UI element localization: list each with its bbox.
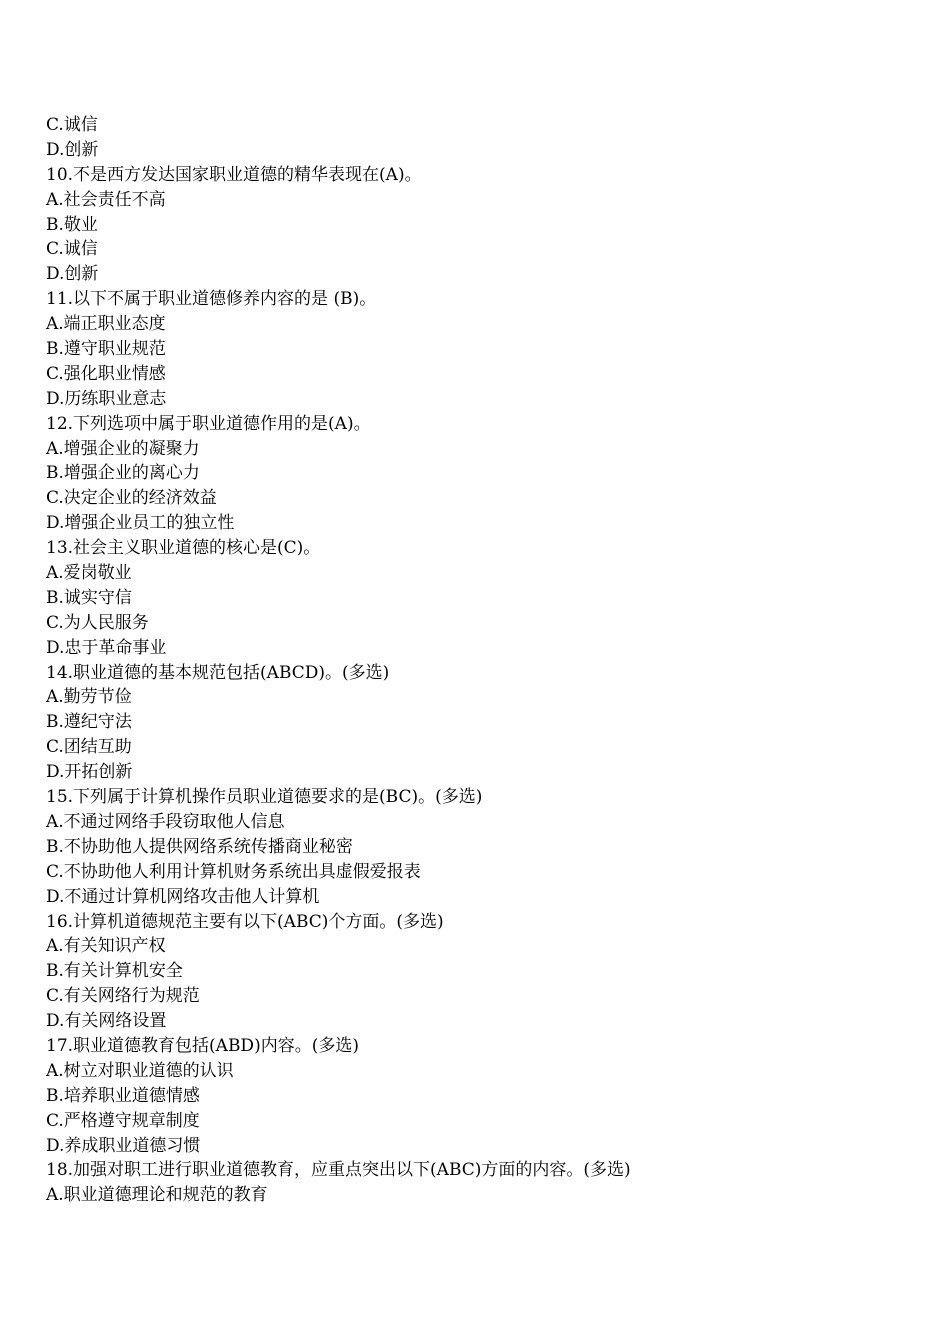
option-line: A.爱岗敬业 (46, 563, 132, 584)
option-line: D.创新 (46, 139, 99, 160)
option-line: C.诚信 (46, 239, 98, 260)
option-line: C.严格遵守规章制度 (46, 1110, 200, 1131)
question-line: 18.加强对职工进行职业道德教育，应重点突出以下(ABC)方面的内容。(多选) (46, 1160, 631, 1181)
option-line: A.职业道德理论和规范的教育 (46, 1185, 268, 1206)
option-line: A.不通过网络手段窃取他人信息 (46, 811, 285, 832)
option-line: B.遵守职业规范 (46, 339, 166, 360)
question-line: 12.下列选项中属于职业道德作用的是(A)。 (46, 413, 371, 434)
option-line: B.遵纪守法 (46, 712, 132, 733)
question-line: 10.不是西方发达国家职业道德的精华表现在(A)。 (46, 164, 422, 185)
question-line: 16.计算机道德规范主要有以下(ABC)个方面。(多选) (46, 911, 444, 932)
option-line: B.培养职业道德情感 (46, 1085, 200, 1106)
option-line: B.增强企业的离心力 (46, 463, 200, 484)
option-line: C.为人民服务 (46, 612, 149, 633)
option-line: A.社会责任不高 (46, 189, 166, 210)
option-line: C.强化职业情感 (46, 363, 166, 384)
option-line: B.诚实守信 (46, 587, 132, 608)
question-line: 11.以下不属于职业道德修养内容的是 (B)。 (46, 289, 377, 310)
option-line: B.敬业 (46, 214, 98, 235)
option-line: C.决定企业的经济效益 (46, 488, 217, 509)
option-line: C.不协助他人利用计算机财务系统出具虚假爱报表 (46, 861, 421, 882)
option-line: D.增强企业员工的独立性 (46, 513, 235, 534)
question-line: 17.职业道德教育包括(ABD)内容。(多选) (46, 1035, 359, 1056)
option-line: D.养成职业道德习惯 (46, 1135, 201, 1156)
question-line: 13.社会主义职业道德的核心是(C)。 (46, 538, 321, 559)
question-line: 15.下列属于计算机操作员职业道德要求的是(BC)。(多选) (46, 787, 483, 808)
option-line: D.不通过计算机网络攻击他人计算机 (46, 886, 320, 907)
option-line: A.端正职业态度 (46, 314, 166, 335)
option-line: D.开拓创新 (46, 762, 133, 783)
option-line: D.创新 (46, 264, 99, 285)
option-line: A.树立对职业道德的认识 (46, 1060, 234, 1081)
option-line: C.有关网络行为规范 (46, 986, 200, 1007)
option-line: C.团结互助 (46, 737, 132, 758)
option-line: D.历练职业意志 (46, 388, 167, 409)
option-line: D.忠于革命事业 (46, 637, 167, 658)
document-page (46, 113, 906, 1208)
question-line: 14.职业道德的基本规范包括(ABCD)。(多选) (46, 662, 390, 683)
option-line: B.有关计算机安全 (46, 961, 183, 982)
option-line: A.勤劳节俭 (46, 687, 132, 708)
option-line: D.有关网络设置 (46, 1011, 167, 1032)
option-line: B.不协助他人提供网络系统传播商业秘密 (46, 836, 353, 857)
option-line: A.增强企业的凝聚力 (46, 438, 200, 459)
option-line: A.有关知识产权 (46, 936, 166, 957)
option-line: C.诚信 (46, 115, 98, 135)
